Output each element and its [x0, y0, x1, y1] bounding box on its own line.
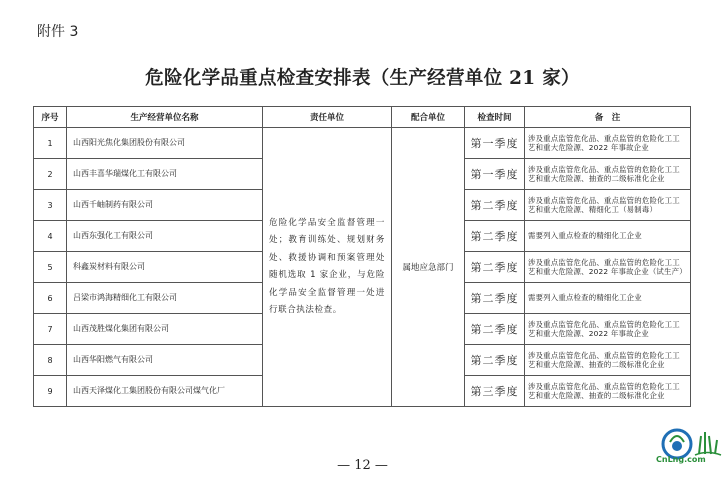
row-company-name: 山西东强化工有限公司: [67, 221, 263, 252]
row-check-time: 第二季度: [465, 252, 525, 283]
row-note: 需要列入重点检查的精细化工企业: [525, 283, 691, 314]
row-check-time: 第二季度: [465, 314, 525, 345]
row-company-name: 山西华阳燃气有限公司: [67, 345, 263, 376]
attachment-label: 附件 3: [37, 24, 79, 40]
row-check-time: 第二季度: [465, 221, 525, 252]
header-coop: 配合单位: [392, 107, 465, 128]
page-number: — 12 —: [337, 458, 388, 473]
row-no: 2: [34, 159, 67, 190]
watermark-logo: [655, 422, 725, 477]
row-note: 涉及重点监管危化品、重点监管的危险化工工艺和重大危险源、抽查的二级标准化企业: [525, 159, 691, 190]
row-check-time: 第二季度: [465, 190, 525, 221]
row-no: 8: [34, 345, 67, 376]
row-check-time: 第一季度: [465, 159, 525, 190]
watermark-text: CnLng.com: [656, 455, 706, 464]
row-check-time: 第二季度: [465, 283, 525, 314]
row-company-name: 山西阳光焦化集团股份有限公司: [67, 128, 263, 159]
row-note: 涉及重点监管危化品、重点监管的危险化工工艺和重大危险源、2022 年事故企业: [525, 128, 691, 159]
row-check-time: 第一季度: [465, 128, 525, 159]
row-no: 7: [34, 314, 67, 345]
row-no: 3: [34, 190, 67, 221]
table-header-row: [34, 107, 691, 128]
duty-unit-cell: 危险化学品安全监督管理一处；教育训练处、规划财务处、救援协调和预案管理处随机选取 1 家企业，与危险化学品安全监督管理一处进行联合执法检查。: [263, 128, 392, 407]
header-duty: 责任单位: [263, 107, 392, 128]
row-company-name: 科鑫炭材料有限公司: [67, 252, 263, 283]
row-no: 4: [34, 221, 67, 252]
inspection-table: [33, 106, 691, 407]
row-no: 6: [34, 283, 67, 314]
row-note: 涉及重点监管危化品、重点监管的危险化工工艺和重大危险源、2022 年事故企业: [525, 314, 691, 345]
row-company-name: 山西天泽煤化工集团股份有限公司煤气化厂: [67, 376, 263, 407]
row-note: 涉及重点监管危化品、重点监管的危险化工工艺和重大危险源、抽查的二级标准化企业: [525, 345, 691, 376]
row-note: 涉及重点监管危化品、重点监管的危险化工工艺和重大危险源、精细化工（易制毒）: [525, 190, 691, 221]
row-no: 9: [34, 376, 67, 407]
row-no: 5: [34, 252, 67, 283]
row-check-time: 第三季度: [465, 376, 525, 407]
table-row: [34, 128, 691, 159]
header-note: 备 注: [525, 107, 691, 128]
row-note: 涉及重点监管危化品、重点监管的危险化工工艺和重大危险源、抽查的二级标准化企业: [525, 376, 691, 407]
coop-unit-cell: 属地应急部门: [392, 128, 465, 407]
document-title: 危险化学品重点检查安排表（生产经营单位 21 家）: [145, 68, 580, 89]
header-name: 生产经营单位名称: [67, 107, 263, 128]
row-company-name: 吕梁市鸿海精细化工有限公司: [67, 283, 263, 314]
header-time: 检查时间: [465, 107, 525, 128]
row-company-name: 山西茂胜煤化集团有限公司: [67, 314, 263, 345]
row-no: 1: [34, 128, 67, 159]
row-company-name: 山西丰喜华瑞煤化工有限公司: [67, 159, 263, 190]
row-company-name: 山西千岫制药有限公司: [67, 190, 263, 221]
header-no: 序号: [34, 107, 67, 128]
row-check-time: 第二季度: [465, 345, 525, 376]
row-note: 需要列入重点检查的精细化工企业: [525, 221, 691, 252]
row-note: 涉及重点监管危化品、重点监管的危险化工工艺和重大危险源、2022 年事故企业（试生产）: [525, 252, 691, 283]
table-body: [34, 128, 691, 407]
